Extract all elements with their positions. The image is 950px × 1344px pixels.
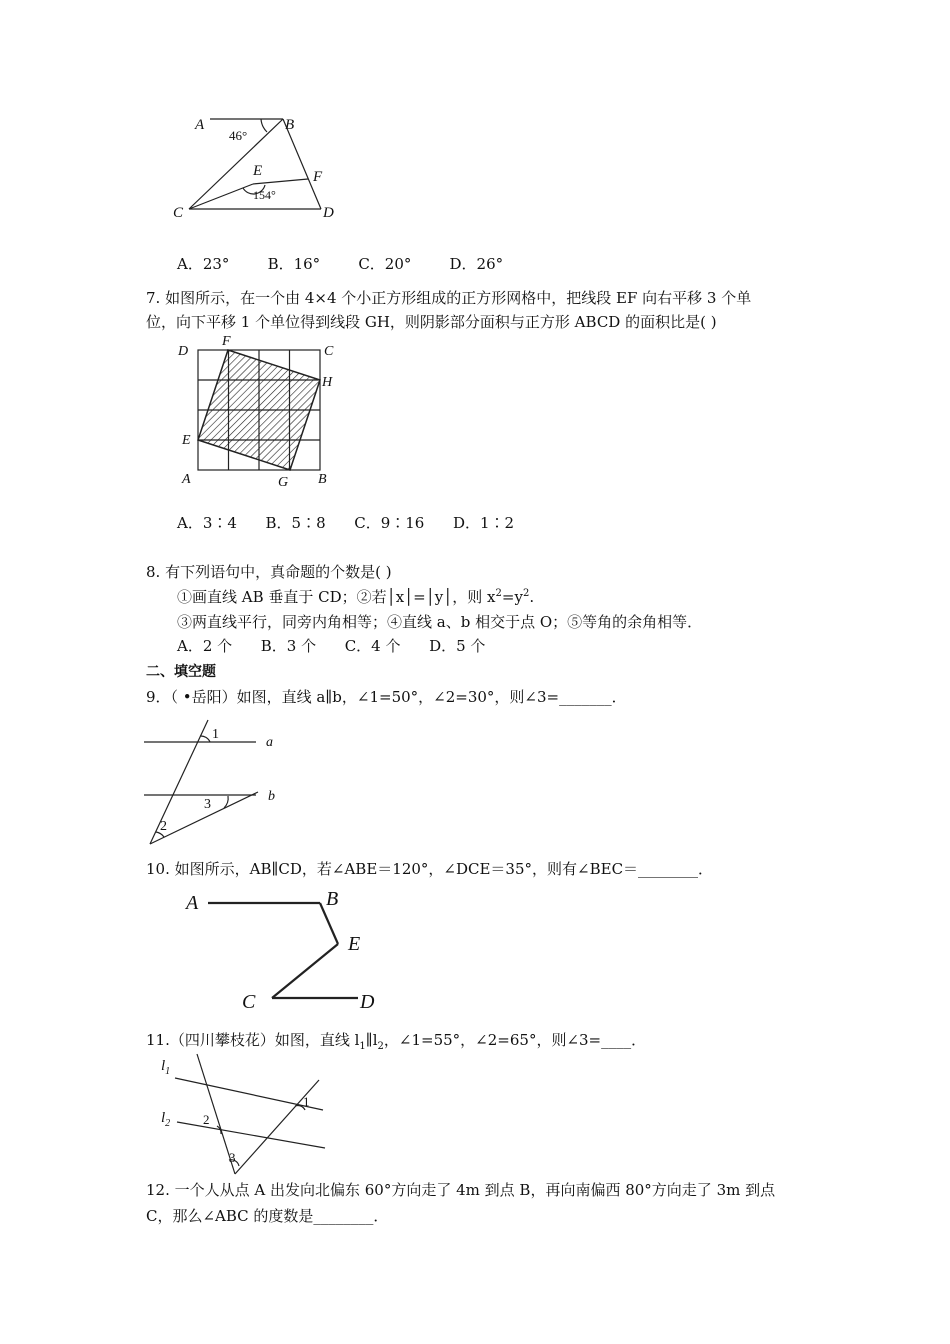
grid-label-d: D bbox=[178, 344, 189, 359]
grid-label-h: H bbox=[322, 375, 333, 390]
q8-line1 bbox=[177, 587, 534, 607]
q8-stem: 8. 有下列语句中，真命题的个数是( ) bbox=[146, 563, 392, 581]
q7-options: A．3∶4 B．5∶8 C．9∶16 D．1∶2 bbox=[177, 514, 515, 532]
q10-label-b: B bbox=[326, 888, 339, 910]
label-c: C bbox=[173, 205, 184, 221]
q8-line1-a: ①画直线 AB 垂直于 CD；②若│x│=│y│，则 x bbox=[177, 588, 496, 606]
q10-label-e: E bbox=[348, 933, 361, 955]
label-b: B bbox=[285, 117, 295, 133]
q10-label-d: D bbox=[360, 991, 375, 1012]
q7-line2: 位，向下平移 1 个单位得到线段 GH，则阴影部分面积与正方形 ABCD 的面积比是( ) bbox=[146, 313, 717, 331]
grid-label-c: C bbox=[324, 344, 334, 359]
q9-angle-1: 1 bbox=[212, 727, 219, 742]
q11-l2-letter: l bbox=[161, 1110, 166, 1126]
q11-angle-1: 1 bbox=[303, 1094, 310, 1109]
q11-l1-letter: l bbox=[161, 1058, 166, 1074]
label-a: A bbox=[195, 117, 205, 133]
angle-154: 154° bbox=[253, 188, 276, 202]
q11-line-l1 bbox=[161, 1058, 170, 1077]
q11-figure bbox=[155, 1050, 335, 1175]
q11-l2-sub: 2 bbox=[165, 1118, 171, 1129]
q12-line2: C，那么∠ABC 的度数是________． bbox=[146, 1207, 389, 1225]
q11-angle-3: 3 bbox=[229, 1150, 236, 1165]
q9-line-a: a bbox=[266, 735, 273, 750]
grid-label-b: B bbox=[318, 472, 327, 487]
grid-label-f: F bbox=[222, 334, 231, 349]
q11-stem-c: ，∠1=55°，∠2=65°，则∠3=____． bbox=[383, 1031, 647, 1049]
q9-angle-3: 3 bbox=[204, 797, 211, 812]
q6-figure bbox=[165, 105, 365, 230]
q11-sub-1: 1 bbox=[359, 1041, 366, 1052]
q9-stem: 9．（ •岳阳）如图，直线 a∥b，∠1=50°，∠2=30°，则∠3=_______． bbox=[146, 688, 627, 706]
q8-sup-2: 2 bbox=[522, 588, 530, 599]
q8-line1-b: =y bbox=[501, 588, 523, 606]
q10-figure bbox=[180, 882, 400, 1012]
label-e: E bbox=[253, 163, 263, 179]
q8-line1-c: . bbox=[529, 588, 535, 606]
label-d: D bbox=[323, 205, 334, 221]
q10-label-c: C bbox=[242, 991, 256, 1012]
q8-line2: ③两直线平行，同旁内角相等；④直线 a、b 相交于点 O；⑤等角的余角相等． bbox=[177, 613, 703, 631]
q11-stem-a: 11.（四川攀枝花）如图，直线 l bbox=[146, 1031, 360, 1049]
q9-angle-2: 2 bbox=[160, 819, 167, 834]
q11-l1-sub: 1 bbox=[165, 1066, 171, 1077]
q10-stem: 10. 如图所示，AB∥CD，若∠ABE＝120°，∠DCE＝35°，则有∠BEC＝________． bbox=[146, 860, 714, 878]
q7-line1: 7. 如图所示，在一个由 4×4 个小正方形组成的正方形网格中，把线段 EF 向右平移 3 个单 bbox=[146, 289, 752, 307]
section-title: 二、填空题 bbox=[146, 664, 216, 680]
q10-label-a: A bbox=[186, 892, 199, 914]
q11-sub-2: 2 bbox=[377, 1041, 384, 1052]
angle-46: 46° bbox=[229, 128, 248, 143]
q11-stem bbox=[146, 1030, 646, 1050]
q9-line-b: b bbox=[268, 789, 275, 804]
grid-label-e: E bbox=[182, 433, 191, 448]
label-f: F bbox=[313, 169, 323, 185]
q11-stem-b: ∥l bbox=[365, 1031, 378, 1049]
q7-figure bbox=[172, 330, 342, 490]
q8-sup-1: 2 bbox=[495, 588, 502, 599]
grid-label-g: G bbox=[278, 475, 289, 490]
q8-options: A．2 个 B．3 个 C．4 个 D．5 个 bbox=[177, 637, 486, 655]
grid-label-a: A bbox=[182, 472, 191, 487]
q11-angle-2: 2 bbox=[203, 1112, 210, 1127]
q9-figure bbox=[140, 718, 290, 848]
q12-line1: 12. 一个人从点 A 出发向北偏东 60°方向走了 4m 到点 B，再向南偏西 80°方向走了 3m 到点 bbox=[146, 1181, 776, 1199]
q11-line-l2 bbox=[161, 1110, 170, 1129]
q6-options: A．23° B．16° C．20° D．26° bbox=[177, 255, 504, 273]
